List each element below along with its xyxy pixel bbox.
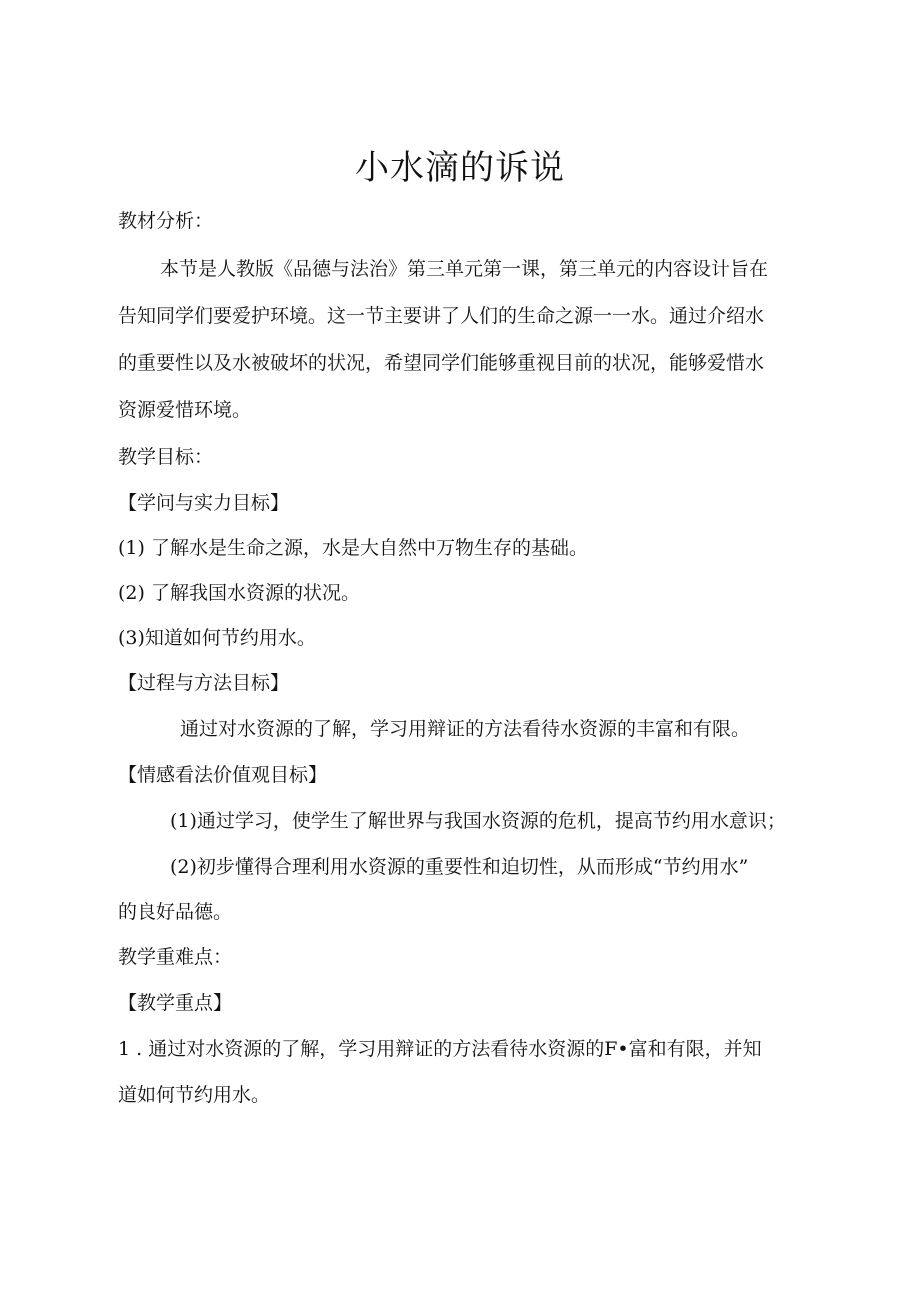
- document-title: 小水滴的诉说: [355, 148, 565, 188]
- heading-key-difficult-points: 教学重难点：: [118, 946, 233, 968]
- emotion-item-2-line-2: 的良好品德。: [118, 901, 233, 923]
- paragraph-analysis-line-4: 资源爱惜环境。: [118, 399, 252, 421]
- subheading-emotion-values: 【情感看法价值观目标】: [118, 764, 328, 786]
- subheading-key-points: 【教学重点】: [118, 992, 233, 1014]
- heading-teaching-goals: 教学目标：: [118, 446, 214, 468]
- emotion-item-2-line-1: (2)初步懂得合理利用水资源的重要性和迫切性，从而形成“节约用水”: [170, 856, 749, 878]
- key-point-item-1-line-1: 1 . 通过对水资源的了解，学习用辩证的方法看待水资源的F•富和有限，并知: [118, 1038, 762, 1060]
- goal-item-2: (2) 了解我国水资源的状况。: [118, 582, 360, 604]
- key-point-item-1-line-2: 道如何节约用水。: [118, 1084, 271, 1106]
- subheading-knowledge-ability: 【学问与实力目标】: [118, 492, 290, 514]
- process-method-text: 通过对水资源的了解，学习用辩证的方法看待水资源的丰富和有限。: [180, 718, 751, 740]
- emotion-item-1: (1)通过学习，使学生了解世界与我国水资源的危机，提高节约用水意识；: [170, 810, 786, 832]
- goal-item-1: (1) 了解水是生命之源，水是大自然中万物生存的基础。: [118, 537, 588, 559]
- goal-item-3: (3)知道如何节约用水。: [118, 627, 316, 649]
- paragraph-analysis-line-1: 本节是人教版《品德与法治》第三单元第一课，第三单元的内容设计旨在: [160, 258, 769, 280]
- paragraph-analysis-line-3: 的重要性以及水被破坏的状况，希望同学们能够重视目前的状况，能够爱惜水: [118, 352, 765, 374]
- paragraph-analysis-line-2: 告知同学们要爱护环境。这一节主要讲了人们的生命之源一一水。通过介绍水: [118, 305, 765, 327]
- heading-textbook-analysis: 教材分析：: [118, 210, 214, 232]
- subheading-process-method: 【过程与方法目标】: [118, 672, 290, 694]
